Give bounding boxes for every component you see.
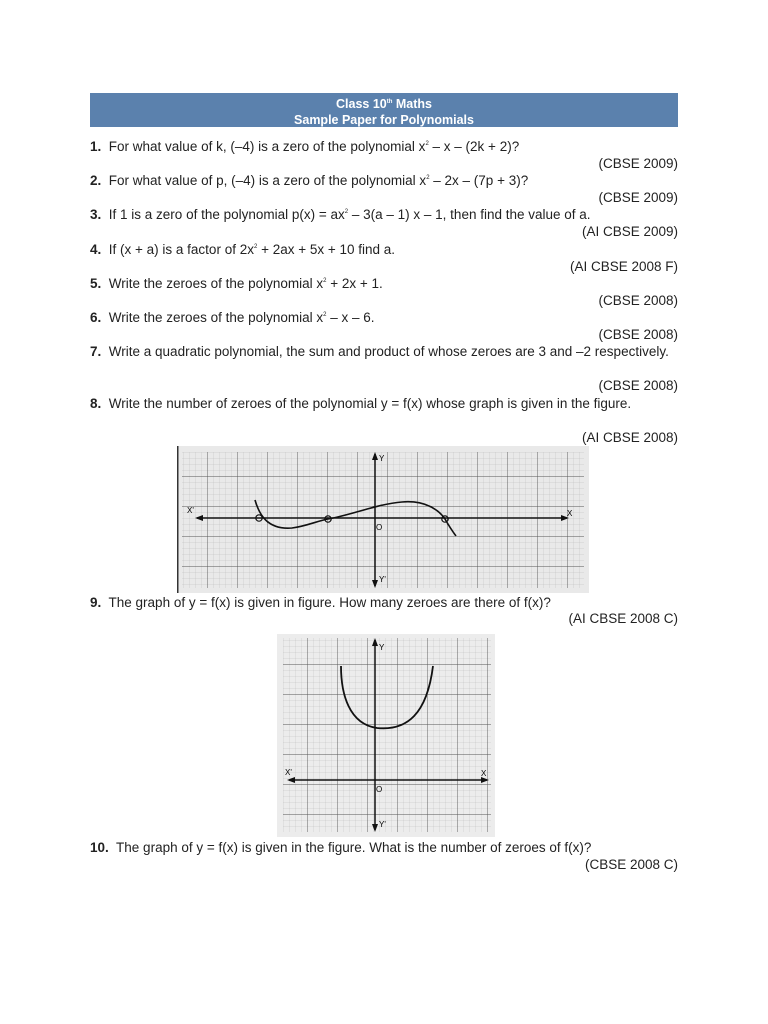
question-6: 6. Write the zeroes of the polynomial $x^2$ – x – 6. xyxy=(90,310,375,325)
question-3: 3. If 1 is a zero of the polynomial $p(x) = ax^2 - 3(a - 1)$ x – 1, then find the value of a. xyxy=(90,207,591,222)
question-5: 5. Write the zeroes of the polynomial $x^2 + 2x + 1$. xyxy=(90,276,383,291)
x-label: X xyxy=(567,509,573,518)
y-label: Y xyxy=(379,643,385,652)
question-10-source: (CBSE 2008 C) xyxy=(584,857,678,872)
header-subtitle: Sample Paper for Polynomials xyxy=(294,113,474,128)
question-1-source: (CBSE 2009) xyxy=(598,156,678,171)
question-10: 10. The graph of y = f(x) is given in the figure. What is the number of zeroes of f(x)? xyxy=(90,840,592,855)
x-neg-label: X' xyxy=(187,506,194,515)
question-7-source: (CBSE 2008) xyxy=(598,378,678,393)
origin-label: O xyxy=(376,785,383,794)
page-header xyxy=(90,93,678,127)
question-9-source: (AI CBSE 2008 C) xyxy=(568,611,678,626)
question-2-source: (CBSE 2009) xyxy=(598,190,678,205)
y-neg-label: Y' xyxy=(379,575,386,584)
polynomial-graph-q8 xyxy=(177,446,589,593)
origin-label: O xyxy=(376,523,383,532)
header-title: Class 10th Maths xyxy=(336,97,432,112)
y-label: Y xyxy=(379,454,385,463)
question-3-source: (AI CBSE 2009) xyxy=(581,224,678,239)
x-neg-label: X' xyxy=(285,768,292,777)
polynomial-graph-q9 xyxy=(277,634,495,837)
question-8: 8. Write the number of zeroes of the polynomial y = f(x) whose graph is given in the figure. xyxy=(90,396,632,411)
y-neg-label: Y' xyxy=(379,820,386,829)
question-6-source: (CBSE 2008) xyxy=(598,327,678,342)
question-4: 4. If (x + a) is a factor of $2x^2 + 2ax + 5x + 10$ find a. xyxy=(90,242,396,257)
question-8-source: (AI CBSE 2008) xyxy=(581,430,678,445)
question-2: 2. For what value of p, (–4) is a zero of the polynomial $x^2 - 2x - (7p + 3)$? xyxy=(90,173,529,188)
question-7: 7. Write a quadratic polynomial, the sum and product of whose zeroes are 3 and –2 respectively. xyxy=(90,344,669,359)
question-1: 1. For what value of k, (–4) is a zero of the polynomial $x^2 - x - (2k + 2)$? xyxy=(90,139,520,154)
question-4-source: (AI CBSE 2008 F) xyxy=(569,259,678,274)
question-9: 9. The graph of y = f(x) is given in figure. How many zeroes are there of f(x)? xyxy=(90,595,551,610)
question-5-source: (CBSE 2008) xyxy=(598,293,678,308)
x-label: X xyxy=(481,769,487,778)
